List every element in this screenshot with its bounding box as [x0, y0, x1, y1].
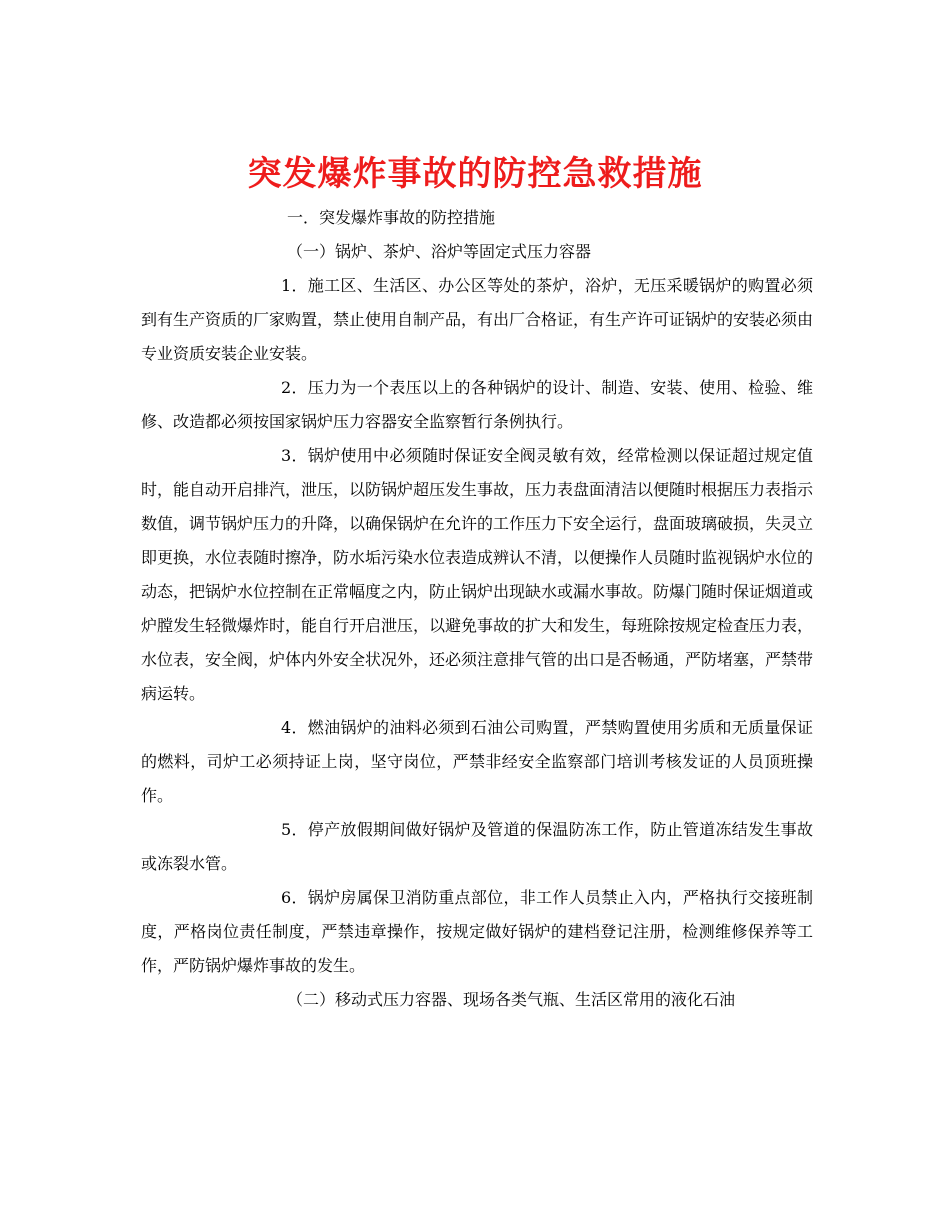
subsection-heading: （二）移动式压力容器、现场各类气瓶、生活区常用的液化石油	[287, 990, 736, 1009]
section-heading: 一．突发爆炸事故的防控措施	[287, 208, 496, 227]
paragraph-item: 6．锅炉房属保卫消防重点部位，非工作人员禁止入内，严格执行交接班制度，严格岗位责任制度，严禁违章操作，按规定做好锅炉的建档登记注册，检测维修保养等工作，严防锅炉爆炸事故的发生。	[141, 888, 813, 975]
subsection-heading: （一）锅炉、茶炉、浴炉等固定式压力容器	[287, 242, 592, 261]
paragraph-item: 4．燃油锅炉的油料必须到石油公司购置，严禁购置使用劣质和无质量保证的燃料，司炉工必须持证上岗，坚守岗位，严禁非经安全监察部门培训考核发证的人员顶班操作。	[141, 718, 813, 805]
document-title: 突发爆炸事故的防控急救措施	[247, 153, 703, 194]
paragraph-item: 1．施工区、生活区、办公区等处的茶炉，浴炉，无压采暖锅炉的购置必须到有生产资质的厂家购置，禁止使用自制产品，有出厂合格证，有生产许可证锅炉的安装必须由专业资质安装企业安装。	[141, 276, 814, 363]
document-body	[141, 201, 813, 1017]
paragraph-item: 3．锅炉使用中必须随时保证安全阀灵敏有效，经常检测以保证超过规定值时，能自动开启排汽，泄压，以防锅炉超压发生事故，压力表盘面清洁以便随时根据压力表指示数值，调节锅炉压力的升降，以确保锅炉在允许的工作压力下安全运行，盘面玻璃破损，失灵立即更换，水位表随时擦净，防水垢污染水位表造成辨认不清，以便操作人员随时监视锅炉水位的动态，把锅炉水位控制在正常幅度之内，防止锅炉出现缺水或漏水事故。防爆门随时保证烟道或炉膛发生轻微爆炸时，能自行开启泄压，以避免事故的扩大和发生，每班除按规定检查压力表，水位表，安全阀，炉体内外安全状况外，还必须注意排气管的出口是否畅通，严防堵塞，严禁带病运转。	[141, 446, 814, 703]
paragraph-item: 5．停产放假期间做好锅炉及管道的保温防冻工作，防止管道冻结发生事故或冻裂水管。	[141, 820, 813, 873]
paragraph-item: 2．压力为一个表压以上的各种锅炉的设计、制造、安装、使用、检验、维修、改造都必须按国家锅炉压力容器安全监察暂行条例执行。	[141, 378, 813, 431]
